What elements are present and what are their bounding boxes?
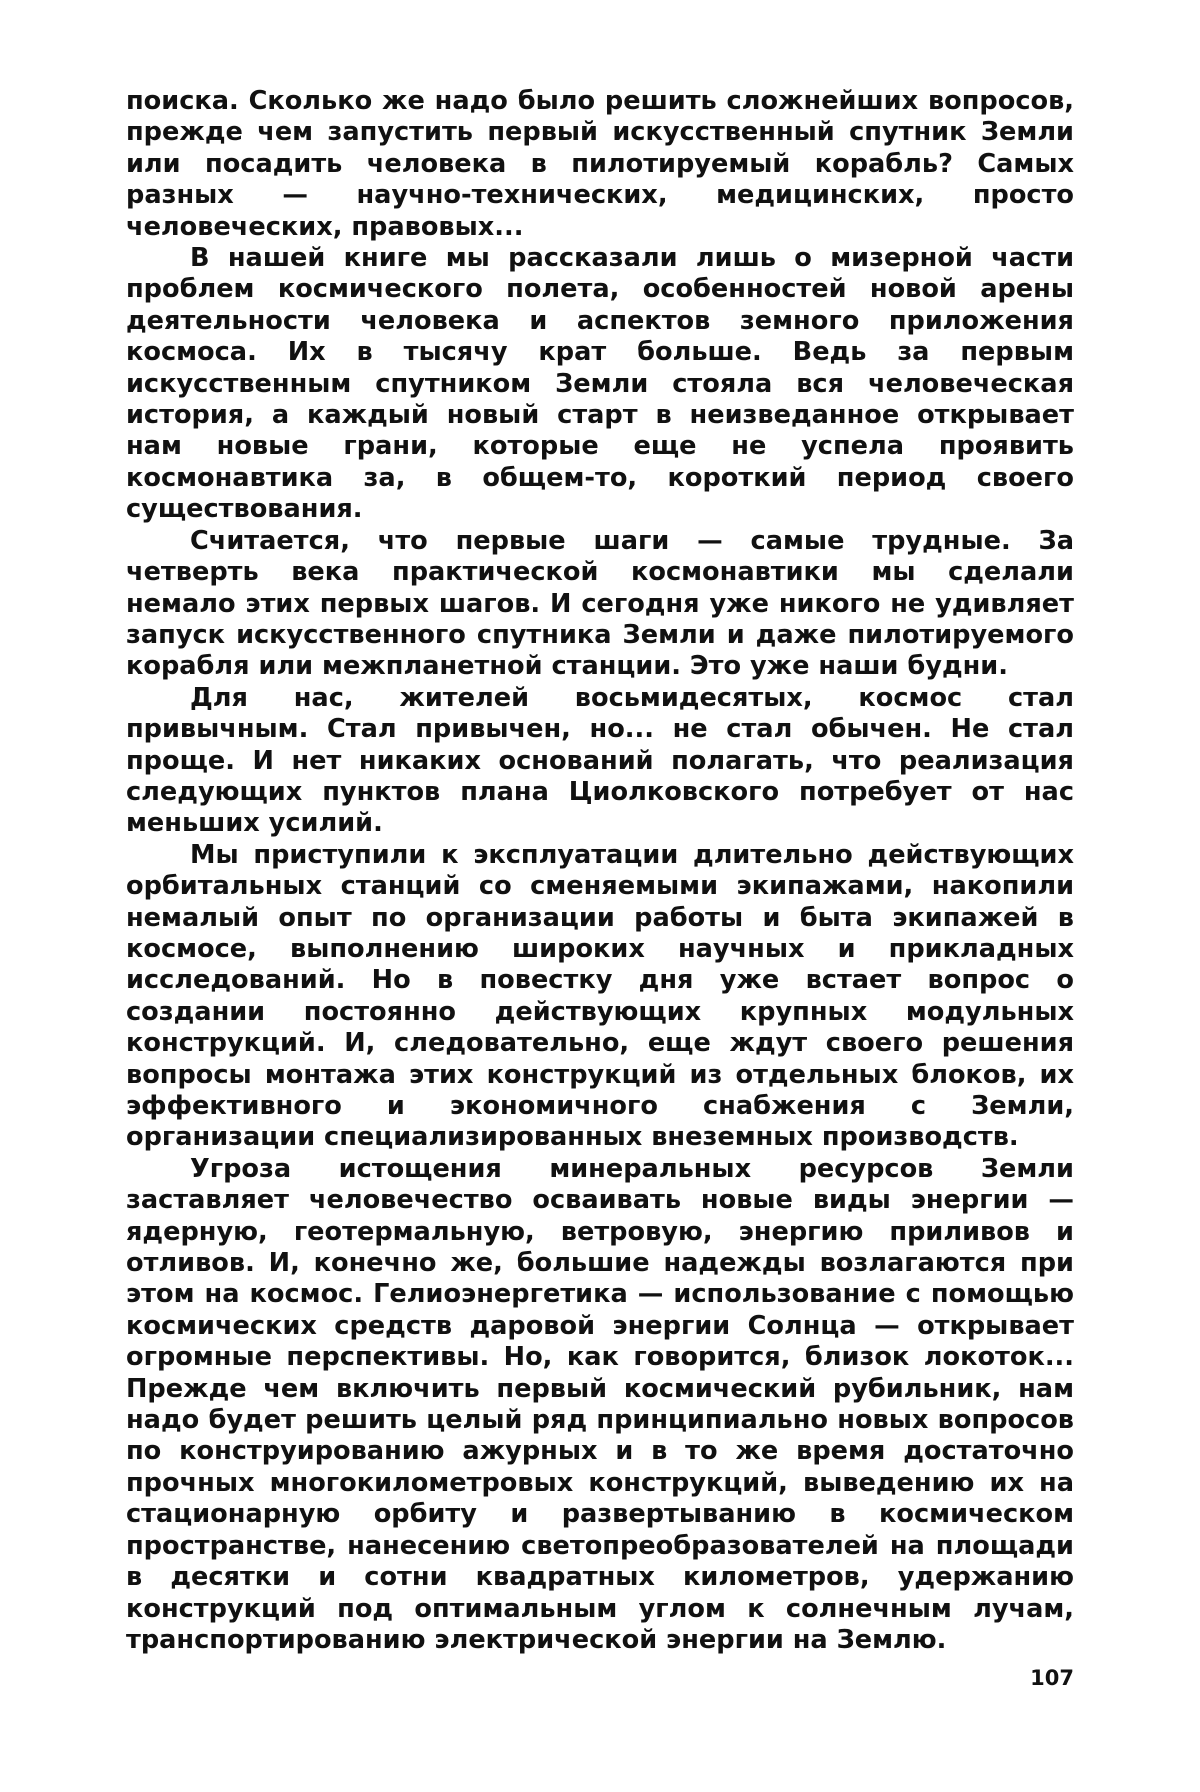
paragraph: Угроза истощения минеральных ресурсов Земли заставляет человечество осваивать новые виды энергии — ядерную, геотермальную, ветровую, энергию приливов и отливов. И, конечно же, большие надежды возлагаются при этом на космос. Гелиоэнергетика — использование с помощью космических средств даровой энергии Солнца — открывает огромные перспективы. Но, как говорится, близок локоток... Прежде чем включить первый космический рубильник, нам надо будет решить целый ряд принципиально новых вопросов по конструированию ажурных и в то же время достаточно прочных многокилометровых конструкций, выведению их на стационарную орбиту и развертыванию в космическом пространстве, нанесению светопреобразователей на площади в десятки и сотни квадратных километров, удержанию конструкций под оптимальным углом к солнечным лучам, транспортированию электрической энергии на Землю. bbox=[126, 1153, 1074, 1655]
paragraph: Мы приступили к эксплуатации длительно действующих орбитальных станций со сменяемыми экипажами, накопили немалый опыт по организации работы и быта экипажей в космосе, выполнению широких научных и прикладных исследований. Но в повестку дня уже встает вопрос о создании постоянно действующих крупных модульных конструкций. И, следовательно, еще ждут своего решения вопросы монтажа этих конструкций из отдельных блоков, их эффективного и экономичного снабжения с Земли, организации специализированных внеземных производств. bbox=[126, 839, 1074, 1153]
paragraph: Считается, что первые шаги — самые трудные. За четверть века практической космонавтики мы сделали немало этих первых шагов. И сегодня уже никого не удивляет запуск искусственного спутника Земли и даже пилотируемого корабля или межпланетной станции. Это уже наши будни. bbox=[126, 525, 1074, 682]
page-number: 107 bbox=[1030, 1666, 1074, 1690]
paragraph-continued: поиска. Сколько же надо было решить сложнейших вопросов, прежде чем запустить первый искусственный спутник Земли или посадить человека в пилотируемый корабль? Самых разных — научно-технических, медицинских, просто человеческих, правовых... bbox=[126, 86, 1074, 242]
page-body bbox=[126, 86, 1074, 1656]
paragraph: Для нас, жителей восьмидесятых, космос стал привычным. Стал привычен, но... не стал обычен. Не стал проще. И нет никаких оснований полагать, что реализация следующих пунктов плана Циолковского потребует от нас меньших усилий. bbox=[126, 682, 1074, 839]
paragraph: В нашей книге мы рассказали лишь о мизерной части проблем космического полета, особенностей новой арены деятельности человека и аспектов земного приложения космоса. Их в тысячу крат больше. Ведь за первым искусственным спутником Земли стояла вся человеческая история, а каждый новый старт в неизведанное открывает нам новые грани, которые еще не успела проявить космонавтика за, в общем-то, короткий период своего существования. bbox=[126, 243, 1074, 525]
